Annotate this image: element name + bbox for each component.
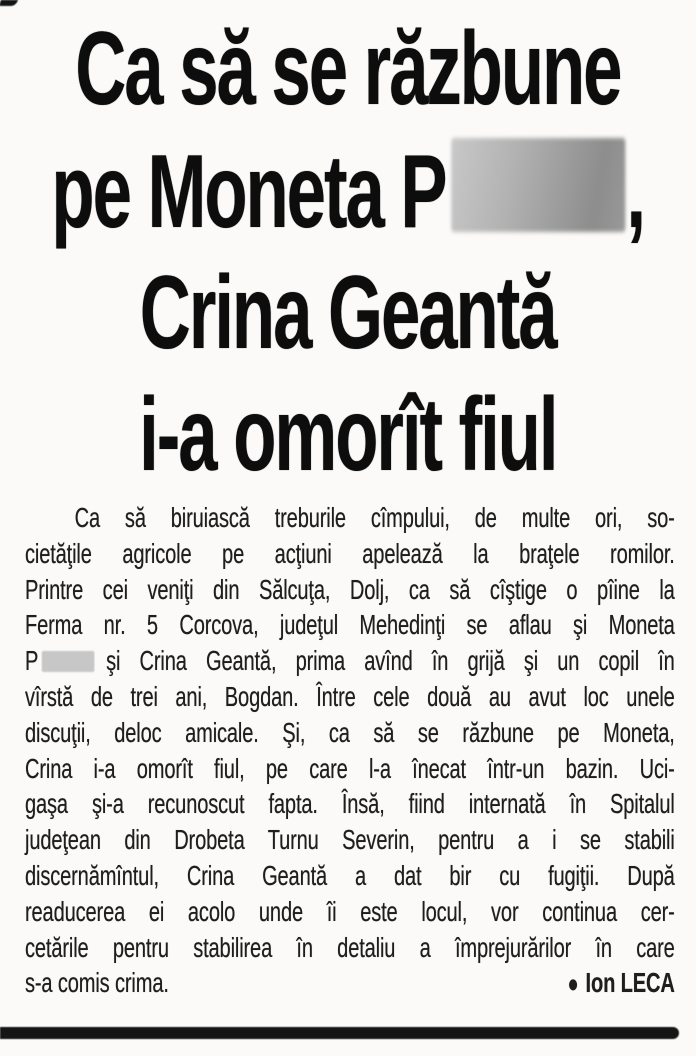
bottom-horizontal-rule: [0, 1027, 679, 1039]
byline: [567, 965, 674, 1003]
redaction-box-large: [451, 138, 625, 232]
article-body: [25, 500, 675, 1010]
headline-line-1: [0, 8, 696, 130]
body-line: readucerea ei acolo unde îi este locul, vor continua cer-: [25, 895, 675, 927]
closing-text: s-a comis crima.: [25, 967, 169, 999]
body-line: discernămîntul, Crina Geantă a dat bir cu fugiţii. După: [25, 859, 675, 891]
body-line: gaşa şi-a recunoscut fapta. Însă, fiind internată în Spitalul: [25, 788, 675, 820]
body-line: Ferma nr. 5 Corcova, judeţul Mehedinţi se aflau şi Moneta: [25, 609, 675, 641]
headline-text-after-redaction: ,: [626, 134, 645, 250]
article-headline: [0, 8, 696, 496]
article-body-text: [25, 500, 675, 1001]
headline-line-4: [0, 374, 696, 496]
body-line: cietăţile agricole pe acţiuni apelează la braţele romilor.: [25, 537, 675, 569]
body-line-redacted: [25, 643, 675, 679]
bullet-icon: ●: [567, 970, 581, 999]
redaction-box-small: [42, 651, 95, 672]
body-line: Printre cei veniţi din Sălcuţa, Dolj, ca să cîştige o pîine la: [25, 573, 675, 605]
headline-text-with-redaction: [51, 134, 645, 250]
headline-text: Ca să se răzbune: [75, 11, 621, 127]
headline-text: Crina Geantă: [140, 255, 556, 371]
headline-line-3: [0, 252, 696, 374]
scan-artifact-corner-mark: [0, 0, 18, 6]
body-line: Ca să biruiască treburile cîmpului, de multe ori, so-: [74, 502, 675, 533]
body-text-before-redaction: P: [25, 645, 39, 677]
headline-text-before-redaction: pe Moneta P: [51, 134, 446, 250]
headline-line-2: [0, 130, 696, 252]
body-line: discuţii, deloc amicale. Şi, ca să se răzbune pe Moneta,: [25, 716, 675, 748]
body-line: judeţean din Drobeta Turnu Severin, pentru a i se stabili: [25, 824, 675, 856]
body-text-after-redaction: şi Crina Geantă, prima avînd în grijă şi un copil în: [106, 645, 675, 677]
body-line: cetările pentru stabilirea în detaliu a împrejurărilor în care: [25, 931, 675, 963]
body-line: vîrstă de trei ani, Bogdan. Între cele două au avut loc unele: [25, 680, 675, 712]
body-line: Crina i-a omorît fiul, pe care l-a înecat într-un bazin. Uci-: [25, 752, 675, 784]
headline-text: i-a omorît fiul: [139, 377, 557, 493]
byline-author: Ion LECA: [585, 967, 675, 999]
body-last-line: [25, 965, 675, 1001]
